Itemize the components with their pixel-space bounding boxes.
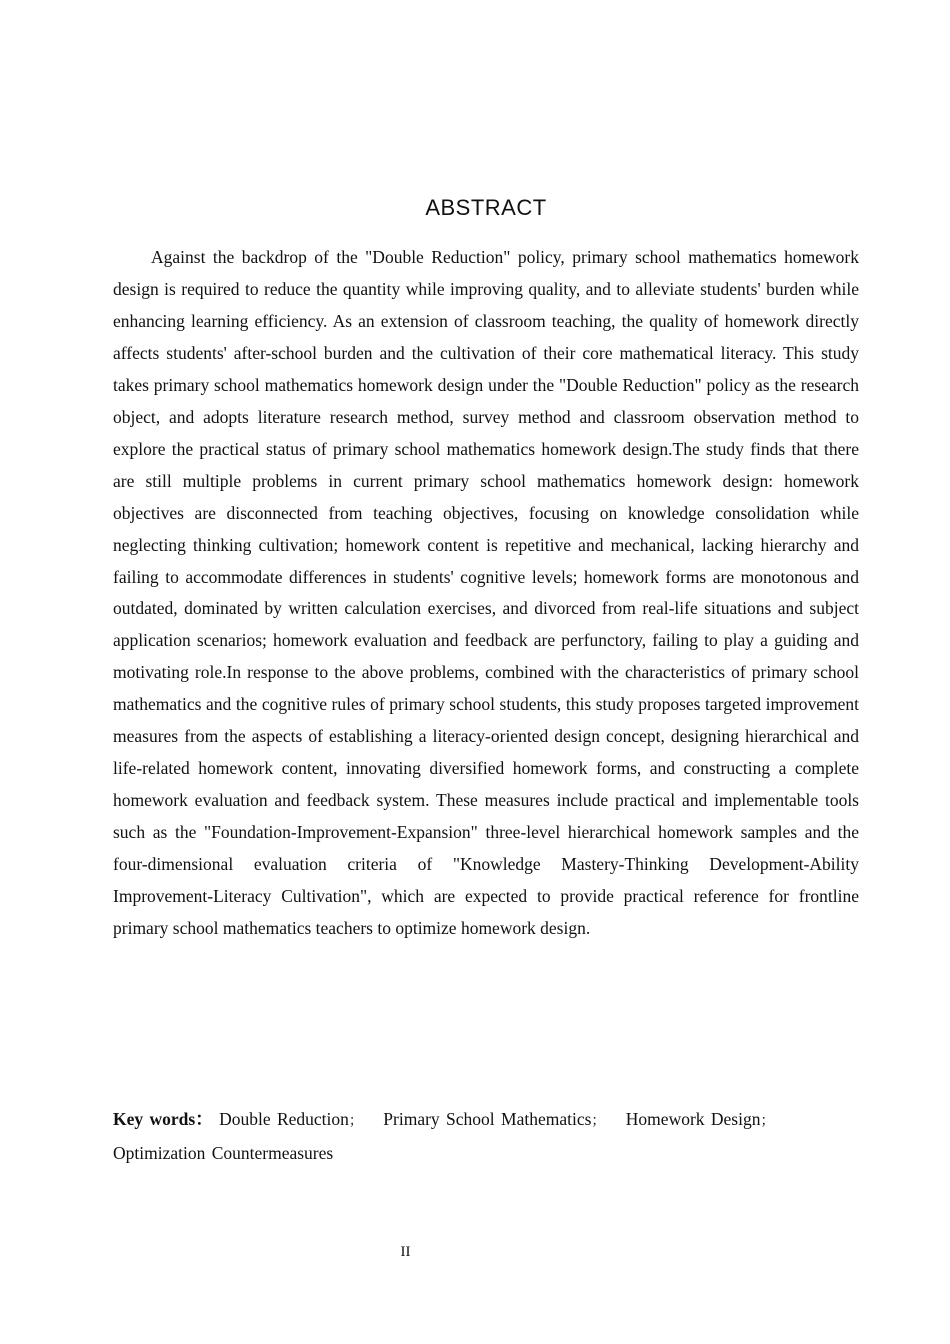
keywords-label: Key words： bbox=[113, 1109, 213, 1129]
page-number: II bbox=[400, 1244, 411, 1260]
keyword-item: Primary School Mathematics bbox=[383, 1109, 592, 1129]
keyword-separator: ； bbox=[591, 1114, 606, 1129]
keywords-line bbox=[113, 1104, 859, 1169]
keyword-item: Homework Design bbox=[625, 1109, 761, 1129]
keyword-separator: ； bbox=[760, 1114, 775, 1129]
page-title: ABSTRACT bbox=[425, 194, 547, 220]
keyword-item: Optimization Countermeasures bbox=[113, 1142, 334, 1163]
keyword-item: Double Reduction bbox=[219, 1109, 349, 1129]
abstract-paragraph: Against the backdrop of the "Double Reduction" policy, primary school mathematics homework design is required to reduce the quantity while improving quality, and to alleviate students' burden while enhancing learning efficiency. As an extension of classroom teaching, the quality of homework directly affects students' after-school burden and the cultivation of their core mathematical literacy. This study takes primary school mathematics homework design under the "Double Reduction" policy as the research object, and adopts literature research method, survey method and classroom observation method to explore the practical status of primary school mathematics homework design.The study finds that there are still multiple problems in current primary school mathematics homework design: homework objectives are disconnected from teaching objectives, focusing on knowledge consolidation while neglecting thinking cultivation; homework content is repetitive and mechanical, lacking hierarchy and failing to accommodate differences in students' cognitive levels; homework forms are monotonous and outdated, dominated by written calculation exercises, and divorced from real-life situations and subject application scenarios; homework evaluation and feedback are perfunctory, failing to play a guiding and motivating role.In response to the above problems, combined with the characteristics of primary school mathematics and the cognitive rules of primary school students, this study proposes targeted improvement measures from the aspects of establishing a literacy-oriented design concept, designing hierarchical and life-related homework content, innovating diversified homework forms, and constructing a complete homework evaluation and feedback system. These measures include practical and implementable tools such as the "Foundation-Improvement-Expansion" three-level hierarchical homework samples and the four-dimensional evaluation criteria of "Knowledge Mastery-Thinking Development-Ability Improvement-Literacy Cultivation", which are expected to provide practical reference for frontline primary school mathematics teachers to optimize homework design. bbox=[113, 247, 859, 939]
keyword-separator: ； bbox=[348, 1114, 363, 1129]
